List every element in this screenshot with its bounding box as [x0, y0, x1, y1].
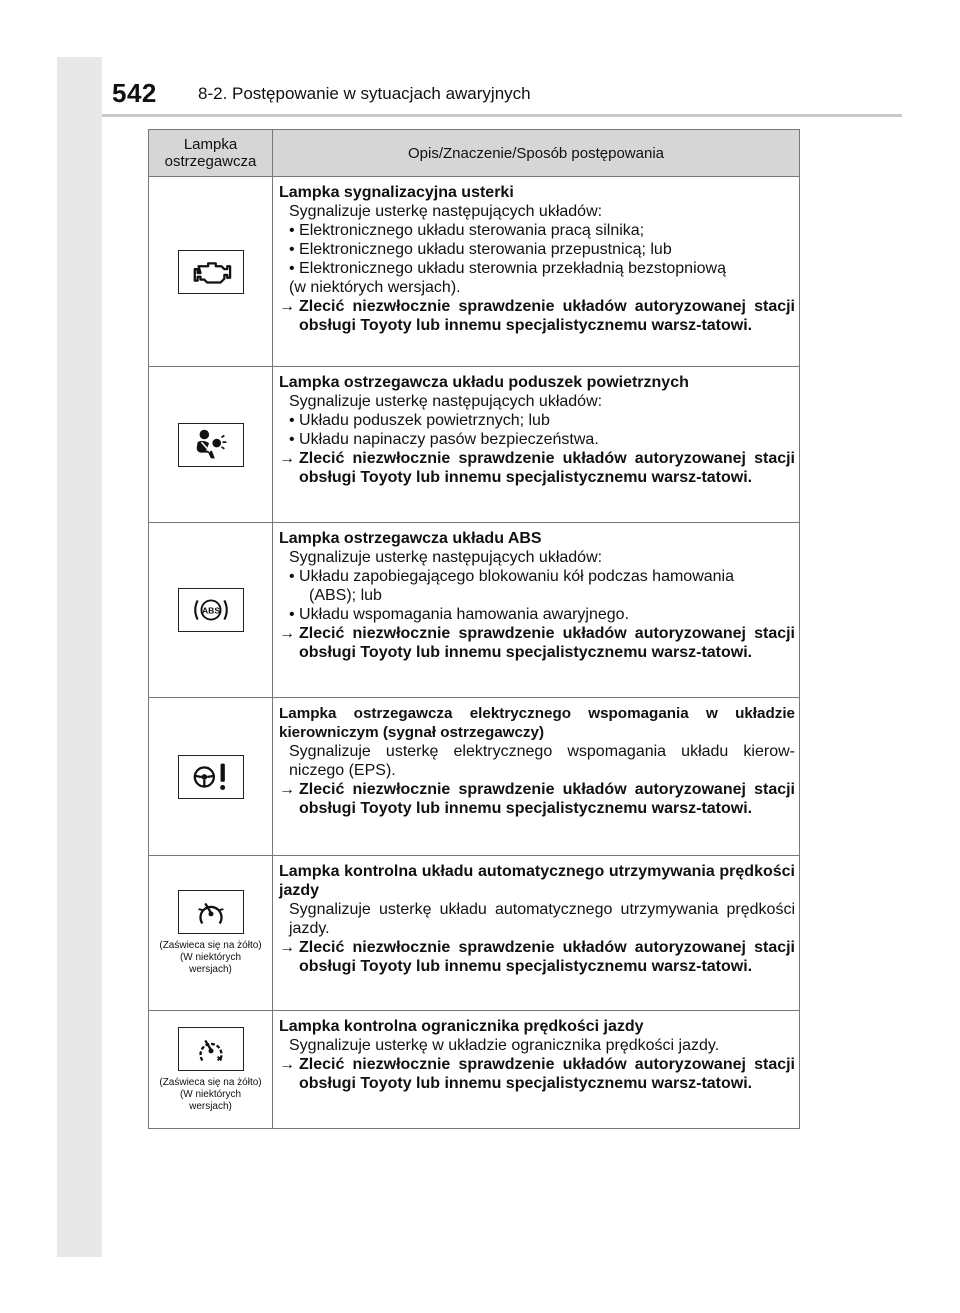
row-text: Sygnalizuje usterkę następujących układów:: [289, 203, 603, 220]
icon-cell: [149, 698, 273, 856]
row-text: (ABS); lub: [309, 587, 382, 604]
row-action: → Zlecić niezwłocznie sprawdzenie układów autoryzowanej stacji obsługi Toyoty lub innemu specjalistycznemu warsz-tatowi.: [279, 298, 795, 334]
side-strip: [57, 57, 102, 1257]
row-text: Sygnalizuje usterkę elektrycznego wspomagania układu kierow-niczego (EPS).: [289, 743, 795, 779]
col-header-description: Opis/Znaczenie/Sposób postępowania: [273, 130, 800, 177]
row-text: Sygnalizuje usterkę następujących układów:: [289, 393, 603, 410]
row-text: (w niektórych wersjach).: [289, 279, 461, 296]
arrow-icon: →: [279, 939, 295, 956]
description-cell: [273, 698, 800, 856]
arrow-icon: →: [279, 450, 295, 467]
row-bullet: • Elektronicznego układu sterowania przepustnicą; lub: [289, 241, 672, 258]
col-header-light: Lampka ostrzegawcza: [149, 130, 273, 177]
arrow-icon: →: [279, 625, 295, 642]
row-title: Lampka kontrolna ogranicznika prędkości jazdy: [279, 1018, 644, 1035]
engine-icon: [178, 250, 244, 294]
abs-icon-label: ABS: [201, 605, 220, 616]
page-number: 542: [112, 78, 157, 108]
description-cell: [273, 367, 800, 523]
icon-cell: [149, 856, 273, 1011]
table-row: [149, 523, 800, 698]
row-title: Lampka ostrzegawcza układu ABS: [279, 530, 542, 547]
table-row: [149, 367, 800, 523]
row-text: Sygnalizuje usterkę następujących układów:: [289, 549, 603, 566]
table-row: [149, 698, 800, 856]
row-text: Sygnalizuje usterkę w układzie ogranicznika prędkości jazdy.: [289, 1037, 720, 1054]
description-cell: [273, 523, 800, 698]
row-bullet: • Układu napinaczy pasów bezpieczeństwa.: [289, 431, 599, 448]
icon-cell: [149, 523, 273, 698]
arrow-icon: →: [279, 1056, 295, 1073]
warning-lights-table: [148, 129, 800, 1129]
icon-cell: [149, 367, 273, 523]
row-text: Sygnalizuje usterkę układu automatycznego utrzymywania prędkości jazdy.: [289, 901, 795, 937]
row-bullet: • Układu zapobiegającego blokowaniu kół podczas hamowania: [289, 568, 734, 585]
table-row: [149, 177, 800, 367]
row-action: → Zlecić niezwłocznie sprawdzenie układów autoryzowanej stacji obsługi Toyoty lub innemu specjalistycznemu warsz-tatowi.: [279, 625, 795, 661]
icon-note: (Zaświeca się na żółto) (W niektórych wersjach): [159, 1076, 262, 1112]
row-action: → Zlecić niezwłocznie sprawdzenie układów autoryzowanej stacji obsługi Toyoty lub innemu specjalistycznemu warsz-tatowi.: [279, 1056, 795, 1092]
speed-limiter-icon: [178, 1027, 244, 1071]
table-row: [149, 856, 800, 1011]
table-header-row: [149, 130, 800, 177]
description-cell: [273, 856, 800, 1011]
steering-warning-icon: [178, 755, 244, 799]
icon-cell: [149, 1011, 273, 1129]
row-action: → Zlecić niezwłocznie sprawdzenie układów autoryzowanej stacji obsługi Toyoty lub innemu specjalistycznemu warsz-tatowi.: [279, 781, 795, 817]
icon-note: (Zaświeca się na żółto) (W niektórych wersjach): [159, 940, 262, 975]
arrow-icon: →: [279, 781, 295, 798]
arrow-icon: →: [279, 298, 295, 315]
section-title: 8-2. Postępowanie w sytuacjach awaryjnych: [198, 84, 531, 103]
row-bullet: • Elektronicznego układu sterowania pracą silnika;: [289, 222, 645, 239]
description-cell: [273, 1011, 800, 1129]
row-bullet: • Układu poduszek powietrznych; lub: [289, 412, 550, 429]
row-action: → Zlecić niezwłocznie sprawdzenie układów autoryzowanej stacji obsługi Toyoty lub innemu specjalistycznemu warsz-tatowi.: [279, 450, 795, 486]
description-cell: [273, 177, 800, 367]
row-action: → Zlecić niezwłocznie sprawdzenie układów autoryzowanej stacji obsługi Toyoty lub innemu specjalistycznemu warsz-tatowi.: [279, 939, 795, 975]
row-bullet: • Elektronicznego układu sterownia przekładnią bezstopniową: [289, 260, 726, 277]
row-bullet: • Układu wspomagania hamowania awaryjnego.: [289, 606, 630, 623]
row-title: Lampka sygnalizacyjna usterki: [279, 184, 514, 201]
icon-cell: [149, 177, 273, 367]
airbag-icon: [178, 423, 244, 467]
table-row: [149, 1011, 800, 1129]
abs-icon: [178, 588, 244, 632]
header-rule: [102, 114, 902, 117]
cruise-control-icon: [178, 890, 244, 934]
page-header: [112, 78, 902, 114]
row-title: Lampka ostrzegawcza układu poduszek powietrznych: [279, 374, 689, 391]
row-title: Lampka kontrolna układu automatycznego utrzymywania prędkości jazdy: [279, 863, 795, 899]
row-title: Lampka ostrzegawcza elektrycznego wspomagania w układzie kierowniczym (sygnał ostrzegawczy): [279, 705, 795, 741]
